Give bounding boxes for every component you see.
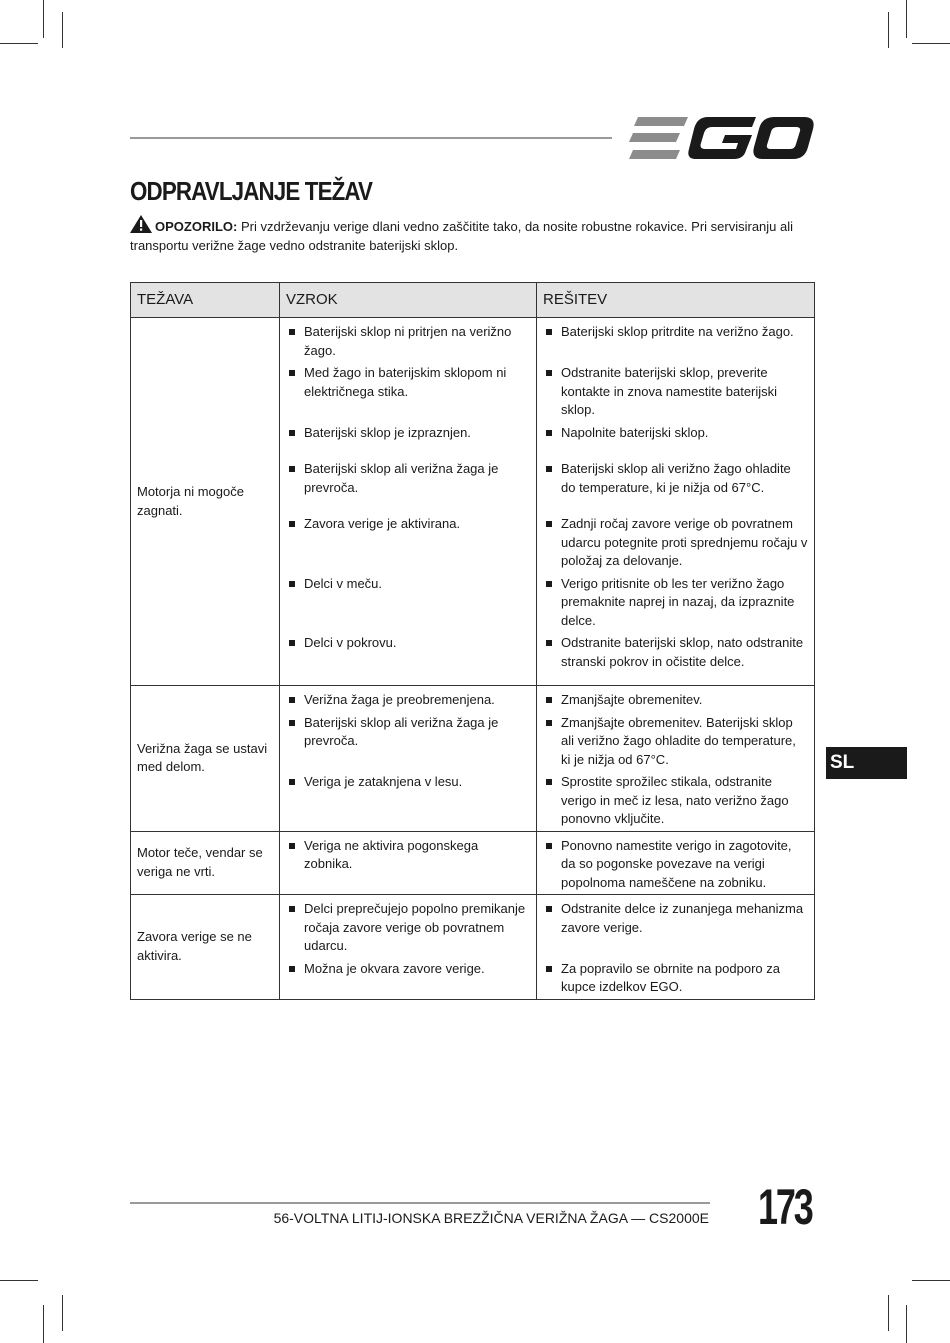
solution-text: Za popravilo se obrnite na podporo za kupce izdelkov EGO. [561, 960, 780, 994]
crop-mark [43, 1305, 44, 1343]
footer-rule [130, 1202, 710, 1204]
cause-text: Delci preprečujejo popolno premikanje ročaja zavore verige ob povratnem udarcu. [304, 901, 526, 953]
cause-text: Delci v meču. [304, 575, 383, 591]
cause-cell [280, 497, 537, 571]
bullet-square-icon [546, 640, 552, 646]
bullet-square-icon [546, 581, 552, 587]
problem-text: Zavora verige se ne aktivira. [137, 929, 252, 963]
header-solution: REŠITEV [537, 283, 815, 318]
cause-cell [280, 956, 537, 1000]
bullet-square-icon [546, 906, 552, 912]
bullet-square-icon [289, 329, 295, 335]
bullet-square-icon [289, 779, 295, 785]
cause-text: Baterijski sklop ni pritrjen na verižno žago. [304, 324, 512, 358]
cause-cell [280, 769, 537, 831]
cause-cell [280, 318, 537, 361]
cause-cell [280, 360, 537, 420]
solution-cell [537, 360, 815, 420]
page-title: ODPRAVLJANJE TEŽAV [130, 176, 373, 206]
solution-cell [537, 442, 815, 497]
cause-cell [280, 571, 537, 631]
solution-text: Baterijski sklop pritrdite na verižno žago. [561, 324, 794, 339]
bullet-square-icon [289, 697, 295, 703]
table-row [131, 895, 815, 956]
warning-notice [130, 215, 820, 254]
header-cause: VZROK [280, 283, 537, 318]
cause-cell [280, 630, 537, 686]
problem-cell [131, 895, 280, 1000]
table-row [131, 686, 815, 710]
solution-cell [537, 420, 815, 443]
cause-text: Veriga je zataknjena v lesu. [304, 774, 463, 789]
cause-text: Možna je okvara zavore verige. [304, 960, 485, 976]
solution-text: Ponovno namestite verigo in zagotovite, da so pogonske povezave na verigi popolnoma nameščene na zobniku. [561, 837, 792, 890]
bullet-square-icon [289, 370, 295, 376]
warning-text: Pri vzdrževanju verige dlani vedno zaščitite tako, da nosite robustne rokavice. Pri servisiranju ali transportu verižne žage vedno odstranite baterijski sklop. [130, 219, 794, 253]
solution-text: Sprostite sprožilec stikala, odstranite verigo in meč iz lesa, nato verižno žago ponovno vključite. [561, 774, 789, 826]
problem-cell [131, 831, 280, 895]
crop-mark [0, 43, 38, 44]
problem-text: Verižna žaga se ustavi med delom. [137, 740, 268, 775]
bullet-square-icon [546, 697, 552, 703]
bullet-square-icon [289, 906, 295, 912]
language-tab: SL [826, 747, 907, 779]
crop-mark [62, 12, 63, 48]
cause-text: Delci v pokrovu. [304, 635, 397, 650]
bullet-square-icon [289, 843, 295, 849]
bullet-square-icon [546, 779, 552, 785]
cause-cell [280, 420, 537, 443]
table-header-row [131, 283, 815, 318]
crop-mark [912, 43, 950, 44]
header-problem: TEŽAVA [131, 283, 280, 318]
troubleshooting-table [130, 282, 815, 1000]
solution-text: Zmanjšajte obremenitev. [561, 692, 703, 707]
solution-text: Odstranite baterijski sklop, nato odstranite stranski pokrov in očistite delce. [561, 635, 804, 669]
cause-text: Med žago in baterijskim sklopom ni električnega stika. [304, 365, 507, 399]
bullet-square-icon [289, 640, 295, 646]
problem-text: Motor teče, vendar se veriga ne vrti. [137, 845, 263, 879]
solution-text: Odstranite delce iz zunanjega mehanizma zavore verige. [561, 901, 804, 935]
warning-label: OPOZORILO: [155, 219, 238, 234]
page-number: 173 [758, 1179, 812, 1235]
cause-text: Veriga ne aktivira pogonskega zobnika. [304, 837, 479, 871]
bullet-square-icon [546, 966, 552, 972]
solution-text: Baterijski sklop ali verižno žago ohladite do temperature, ki je nižja od 67°C. [561, 461, 791, 495]
bullet-square-icon [546, 843, 552, 849]
table-row [131, 831, 815, 895]
crop-mark [906, 0, 907, 38]
cause-text: Baterijski sklop ali verižna žaga je prevroča. [304, 714, 499, 748]
solution-cell [537, 497, 815, 571]
bullet-square-icon [289, 521, 295, 527]
crop-mark [0, 1280, 38, 1281]
solution-cell [537, 895, 815, 956]
cause-cell [280, 710, 537, 770]
bullet-square-icon [546, 329, 552, 335]
solution-cell [537, 686, 815, 710]
ego-logo [628, 115, 814, 161]
cause-text: Baterijski sklop je izpraznjen. [304, 424, 471, 440]
bullet-square-icon [546, 370, 552, 376]
solution-cell [537, 831, 815, 895]
bullet-square-icon [289, 466, 295, 472]
bullet-square-icon [546, 521, 552, 527]
warning-triangle-icon [130, 215, 152, 237]
bullet-square-icon [546, 430, 552, 436]
problem-cell [131, 686, 280, 832]
crop-mark [888, 1295, 889, 1331]
cause-text: Zavora verige je aktivirana. [304, 516, 461, 531]
solution-text: Zadnji ročaj zavore verige ob povratnem udarcu potegnite proti sprednjemu ročaju v položaj za delovanje. [561, 516, 808, 568]
cause-cell [280, 895, 537, 956]
bullet-square-icon [289, 430, 295, 436]
table-row [131, 318, 815, 361]
cause-text: Verižna žaga je preobremenjena. [304, 692, 495, 707]
solution-text: Verigo pritisnite ob les ter verižno žago premaknite naprej in nazaj, da izpraznite delce. [561, 575, 795, 628]
crop-mark [906, 1305, 907, 1343]
crop-mark [62, 1295, 63, 1331]
crop-mark [888, 12, 889, 48]
solution-text: Napolnite baterijski sklop. [561, 424, 709, 440]
solution-cell [537, 318, 815, 361]
cause-cell [280, 442, 537, 497]
solution-cell [537, 956, 815, 1000]
solution-text: Zmanjšajte obremenitev. Baterijski sklop ali verižno žago ohladite do temperature, ki je nižja od 67°C. [561, 714, 796, 767]
bullet-square-icon [546, 720, 552, 726]
header-rule [130, 137, 612, 139]
cause-cell [280, 686, 537, 710]
footer-product-name: 56-VOLTNA LITIJ-IONSKA BREZŽIČNA VERIŽNA ŽAGA — CS2000E [273, 1210, 709, 1226]
crop-mark [43, 0, 44, 38]
bullet-square-icon [289, 720, 295, 726]
solution-cell [537, 769, 815, 831]
solution-text: Odstranite baterijski sklop, preverite kontakte in znova namestite baterijski sklop. [561, 365, 778, 417]
solution-cell [537, 571, 815, 631]
bullet-square-icon [546, 466, 552, 472]
solution-cell [537, 710, 815, 770]
cause-cell [280, 831, 537, 895]
cause-text: Baterijski sklop ali verižna žaga je prevroča. [304, 461, 499, 495]
problem-text: Motorja ni mogoče zagnati. [137, 484, 244, 518]
bullet-square-icon [289, 966, 295, 972]
problem-cell [131, 318, 280, 686]
solution-cell [537, 630, 815, 686]
crop-mark [912, 1280, 950, 1281]
bullet-square-icon [289, 581, 295, 587]
